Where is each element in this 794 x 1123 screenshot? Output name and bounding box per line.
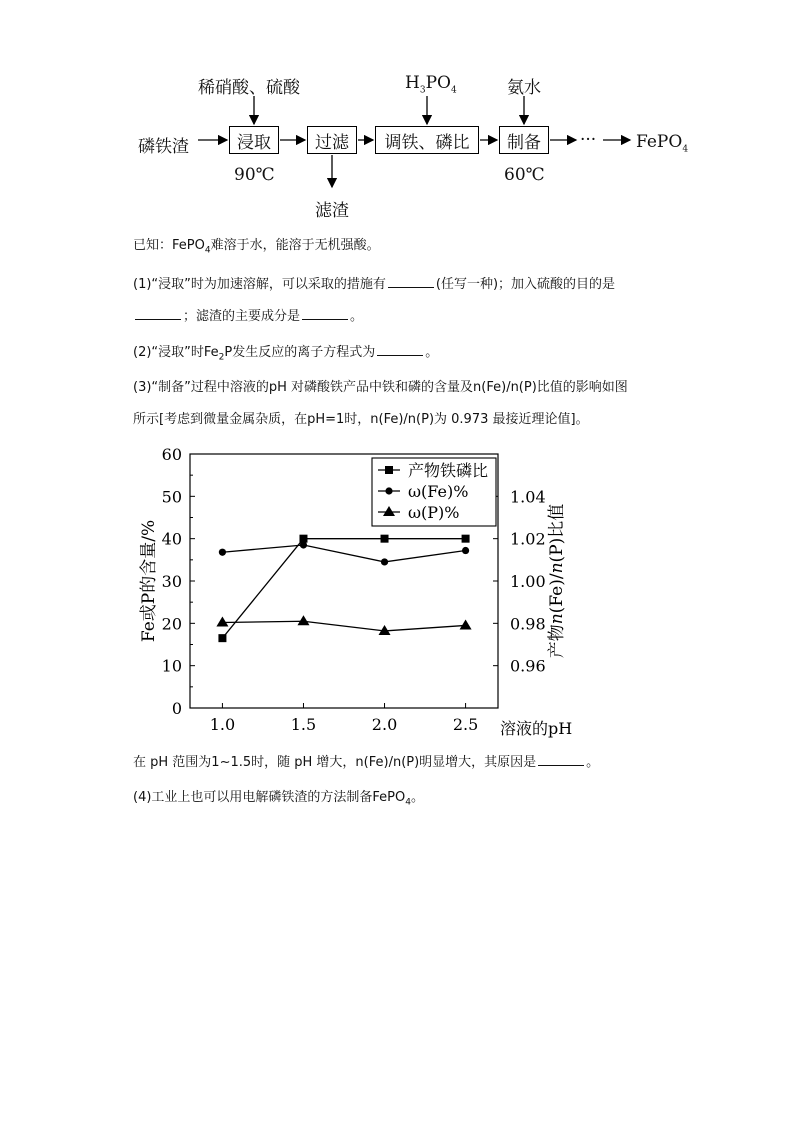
x-tick-label: 1.0 xyxy=(209,715,236,734)
left-tick-label: 40 xyxy=(161,529,182,549)
data-point-square xyxy=(381,535,389,543)
legend-label: 产物铁磷比 xyxy=(408,461,489,480)
data-point-circle xyxy=(219,549,226,556)
series-line-circle xyxy=(222,545,465,562)
x-tick-label: 1.5 xyxy=(290,715,317,734)
reagent-h3po4: $H_3PO_4$ xyxy=(405,73,457,96)
legend-label: ω(Fe)% xyxy=(408,482,469,501)
answer-blank xyxy=(538,752,584,766)
data-point-triangle xyxy=(460,619,472,629)
question-1-line2: ；滤渣的主要成分是 。 xyxy=(133,306,363,327)
left-axis-label: Fe或P的含量/% xyxy=(139,519,159,643)
data-point-circle xyxy=(462,547,469,554)
step-adjust-ratio: 调铁、磷比 xyxy=(375,126,479,154)
x-tick-label: 2.5 xyxy=(452,715,479,734)
data-point-triangle xyxy=(297,615,309,625)
data-point-circle xyxy=(381,558,388,565)
step-preparation: 制备 xyxy=(499,126,549,154)
reagent-acids: 稀硝酸、硫酸 xyxy=(198,78,300,98)
series-line-triangle xyxy=(222,621,465,631)
step-leaching: 浸取 xyxy=(229,126,279,154)
answer-blank xyxy=(135,306,181,320)
answer-blank xyxy=(302,306,348,320)
data-point-triangle xyxy=(216,616,228,626)
question-2: (2)“浸取”时$Fe_2P$发生反应的离子方程式为 。 xyxy=(133,342,438,368)
legend-marker-circle xyxy=(385,487,392,494)
flow-arrows xyxy=(0,0,794,230)
left-tick-label: 0 xyxy=(171,699,182,718)
data-point-square xyxy=(462,535,470,543)
answer-blank xyxy=(388,274,434,288)
left-tick-label: 20 xyxy=(161,614,182,634)
legend-label: ω(P)% xyxy=(408,503,460,522)
temp-leaching: 90℃ xyxy=(234,165,275,185)
data-point-circle xyxy=(300,541,307,548)
right-axis-label: 产物n(Fe)/n(P)比值 xyxy=(547,503,567,659)
data-point-square xyxy=(218,634,226,642)
start-material: 磷铁渣 xyxy=(138,137,189,157)
residue-label: 滤渣 xyxy=(315,201,349,221)
answer-blank xyxy=(377,342,423,356)
left-tick-label: 30 xyxy=(161,572,182,591)
left-tick-label: 60 xyxy=(161,445,182,464)
legend-marker-square xyxy=(385,466,393,474)
right-tick-label: 1.00 xyxy=(510,572,546,591)
question-1-line1: (1)“浸取”时为加速溶解，可以采取的措施有 (任写一种)；加入硫酸的目的是 xyxy=(133,274,615,295)
step-filtration: 过滤 xyxy=(307,126,357,154)
x-tick-label: 2.0 xyxy=(371,715,398,734)
product-fepo4: FePO$_4$ xyxy=(636,132,689,155)
right-tick-label: 0.96 xyxy=(510,656,546,676)
right-tick-label: 1.02 xyxy=(510,529,546,549)
question-4: (4)工业上也可以用电解磷铁渣的方法制备FePO$_4$。 xyxy=(133,790,425,808)
reagent-ammonia: 氨水 xyxy=(507,78,541,98)
right-tick-label: 1.04 xyxy=(510,487,546,507)
question-3-line1: (3)“制备”过程中溶液的pH 对磷酸铁产品中铁和磷的含量及n(Fe)/n(P)比值的影响如图 xyxy=(133,380,628,395)
temp-preparation: 60℃ xyxy=(504,165,545,185)
x-axis-label: 溶液的pH xyxy=(500,719,573,738)
left-tick-label: 50 xyxy=(161,487,182,507)
ellipsis: ··· xyxy=(580,130,597,150)
question-3-after: 在 pH 范围为1~1.5时，随 pH 增大，n(Fe)/n(P)明显增大，其原因是 。 xyxy=(133,752,599,773)
question-3-line2: 所示[考虑到微量金属杂质，在pH=1时，n(Fe)/n(P)为 0.973 最接近理论值]。 xyxy=(133,412,589,427)
right-tick-label: 0.98 xyxy=(510,614,546,634)
ph-effect-chart xyxy=(130,438,600,748)
left-tick-label: 10 xyxy=(161,656,182,676)
known-info: 已知：FePO$_4$难溶于水，能溶于无机强酸。 xyxy=(133,238,380,256)
